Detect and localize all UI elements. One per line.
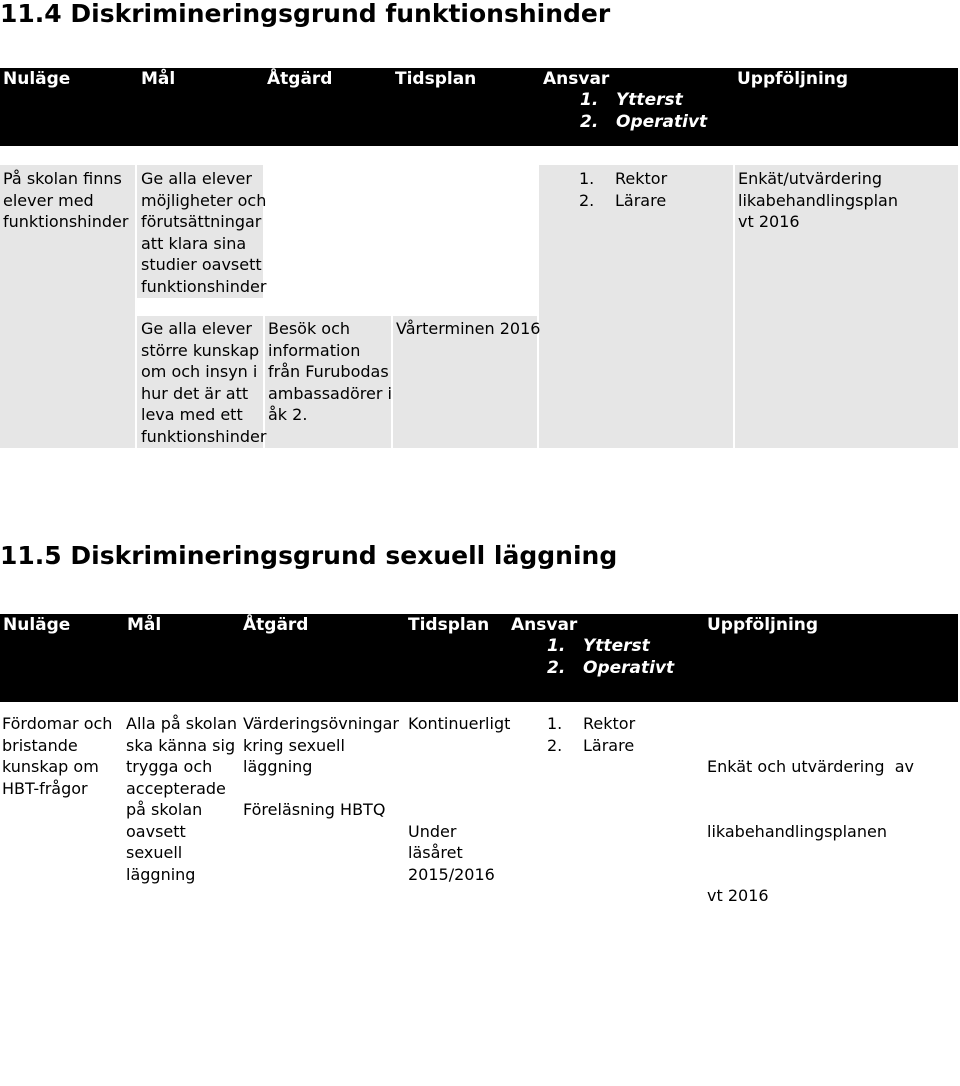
list-item: 2. Operativt: [547, 657, 675, 678]
header-mal: Mål: [127, 615, 162, 635]
header-atgard: Åtgärd: [267, 69, 333, 89]
list-item: 2. Operativt: [580, 111, 708, 132]
cell-mal: Alla på skolan ska känna sig trygga och accepterade på skolan oavsett sexuell läggning: [126, 714, 237, 884]
cell-uppfoljning: Enkät och utvärdering av likabehandlingsplanen vt 2016: [707, 757, 914, 905]
cell-nulage: På skolan finns elever med funktionshinder: [3, 169, 129, 231]
header-tidsplan: Tidsplan: [408, 615, 490, 635]
cell-uppfoljning: Enkät/utvärdering likabehandlingsplan vt 2016: [738, 169, 898, 231]
cell-tidsplan: Kontinuerligt Under läsåret 2015/2016: [408, 714, 511, 884]
cell-ansvar: [579, 168, 667, 211]
list-item: 2. Lärare: [547, 735, 635, 755]
header-uppfoljning: Uppföljning: [737, 69, 849, 89]
list-item: 1. Rektor: [579, 169, 668, 188]
header-uppfoljning: Uppföljning: [707, 615, 819, 635]
cell-tidsplan-2: Vårterminen 2016: [396, 319, 541, 338]
list-item: 1. Rektor: [547, 714, 636, 733]
cell-atgard-2: Besök och information från Furubodas ambassadörer i åk 2.: [268, 319, 392, 424]
header-ansvar: Ansvar: [511, 615, 578, 635]
cell-atgard: Värderingsövningar kring sexuell läggning Föreläsning HBTQ: [243, 714, 399, 819]
list-item: 2. Lärare: [579, 190, 667, 210]
section-heading-funktionshinder: 11.4 Diskrimineringsgrund funktionshinder: [0, 0, 611, 28]
header-nulage: Nuläge: [3, 615, 71, 635]
header-ansvar-list: [580, 90, 707, 133]
cell-ansvar: [547, 713, 635, 756]
header-nulage: Nuläge: [3, 69, 71, 89]
header-ansvar-list: [547, 636, 674, 679]
header-atgard: Åtgärd: [243, 615, 309, 635]
cell-nulage: Fördomar och bristande kunskap om HBT-frågor: [2, 714, 113, 798]
list-item: 1. Ytterst: [547, 636, 650, 656]
section-heading-sexuell-laggning: 11.5 Diskrimineringsgrund sexuell läggning: [0, 541, 618, 570]
list-item: 1. Ytterst: [580, 90, 683, 110]
header-tidsplan: Tidsplan: [395, 69, 477, 89]
cell-mal: Ge alla elever möjligheter och förutsättningar att klara sina studier oavsett funktionshinder: [141, 169, 267, 296]
cell-mal-2: Ge alla elever större kunskap om och insyn i hur det är att leva med ett funktionshinder: [141, 319, 267, 446]
header-ansvar: Ansvar: [543, 69, 610, 89]
header-mal: Mål: [141, 69, 176, 89]
